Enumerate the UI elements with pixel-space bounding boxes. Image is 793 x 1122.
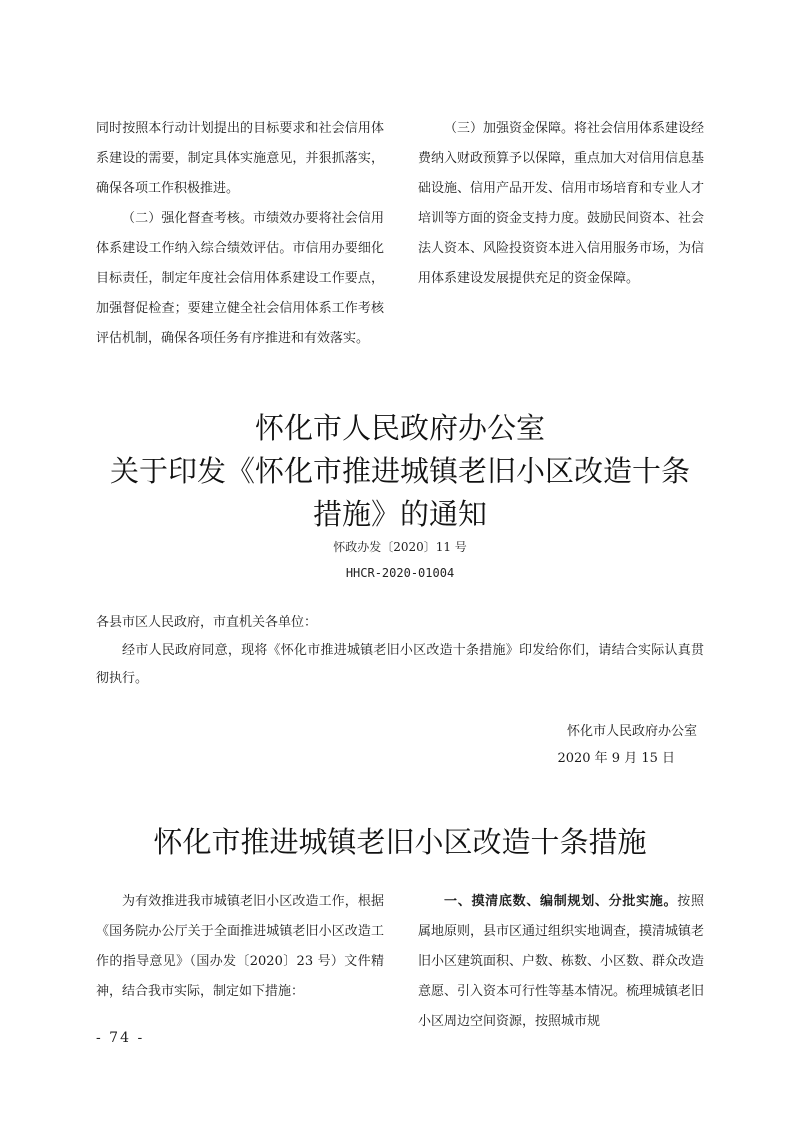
top-left-column: [96, 114, 384, 354]
registration-code: HHCR-2020-01004: [345, 566, 455, 580]
measure-item-1: [418, 887, 704, 1037]
paragraph-funding: （三）加强资金保障。将社会信用体系建设经费纳入财政预算予以保障，重点加大对信用信息基础设施、信用产品开发、信用市场培育和专业人才培训等方面的资金支持力度。鼓励民间资本、社会法人资本、风险投资资本进入信用服务市场，为信用体系建设发展提供充足的资金保障。: [418, 121, 705, 286]
paragraph-supervision: （二）强化督查考核。市绩效办要将社会信用体系建设工作纳入综合绩效评估。市信用办要细化目标责任，制定年度社会信用体系建设工作要点，加强督促检查；要建立健全社会信用体系工作考核评估机制，确保各项任务有序推进和有效落实。: [96, 211, 384, 346]
notice-body: [96, 637, 704, 693]
bottom-left-column: [96, 887, 384, 1007]
page-number: - 74 -: [96, 1030, 145, 1046]
top-right-column: [418, 114, 704, 294]
document-number: 怀政办发〔2020〕11 号: [333, 540, 467, 554]
signing-organization: 怀化市人民政府办公室: [566, 724, 697, 739]
notice-body-text: 经市人民政府同意，现将《怀化市推进城镇老旧小区改造十条措施》印发给你们，请结合实际认真贯彻执行。: [96, 643, 704, 686]
addressee: 各县市区人民政府，市直机关各单位：: [96, 615, 318, 630]
measures-intro: 为有效推进我市城镇老旧小区改造工作，根据《国务院办公厅关于全面推进城镇老旧小区改造工作的指导意见》（国办发〔2020〕23 号）文件精神，结合我市实际，制定如下措施：: [96, 894, 384, 999]
notice-title: [96, 407, 704, 536]
measures-title: 怀化市推进城镇老旧小区改造十条措施: [153, 825, 647, 859]
bottom-right-column: [418, 887, 704, 1037]
notice-title-line-2: 关于印发《怀化市推进城镇老旧小区改造十条: [109, 454, 690, 488]
signing-date: 2020 年 9 月 15 日: [557, 751, 675, 766]
measure-item-1-text: 按照属地原则，县市区通过组织实地调查，摸清城镇老旧小区建筑面积、户数、栋数、小区数、群众改造意愿、引入资本可行性等基本情况。梳理城镇老旧小区周边空间资源，按照城市规: [418, 894, 705, 1029]
measure-item-1-heading: 一、摸清底数、编制规划、分批实施。: [444, 894, 678, 909]
notice-title-line-3: 措施》的通知: [312, 497, 487, 531]
notice-title-line-1: 怀化市人民政府办公室: [254, 411, 545, 445]
paragraph-continuation: 同时按照本行动计划提出的目标要求和社会信用体系建设的需要，制定具体实施意见，并狠抓落实，确保各项工作积极推进。: [96, 121, 384, 196]
